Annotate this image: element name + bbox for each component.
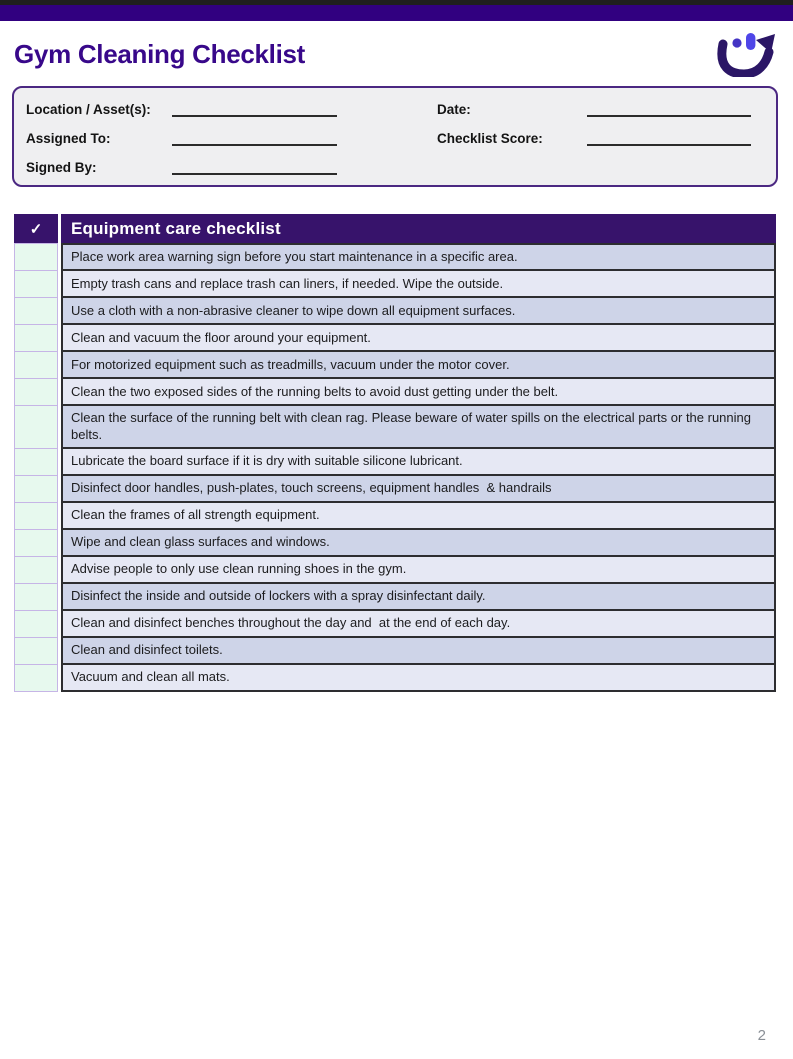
task-text: Clean the two exposed sides of the running belts to avoid dust getting under the belt. xyxy=(71,383,559,399)
task-text: Clean and disinfect benches throughout the day and at the end of each day. xyxy=(71,615,511,631)
table-header-row xyxy=(14,214,776,243)
table-row xyxy=(14,325,776,352)
field-date xyxy=(424,99,766,117)
checkbox-cell[interactable] xyxy=(14,379,58,406)
task-text: Place work area warning sign before you start maintenance in a specific area. xyxy=(71,249,518,264)
checkbox-cell[interactable] xyxy=(14,476,58,503)
checkbox-cell[interactable] xyxy=(14,611,58,638)
checklist-score-input-line[interactable] xyxy=(587,143,751,146)
checkbox-cell[interactable] xyxy=(14,449,58,476)
task-cell xyxy=(61,352,776,379)
task-cell xyxy=(61,584,776,611)
task-cell xyxy=(61,449,776,476)
audit-info-box xyxy=(12,86,778,187)
table-row xyxy=(14,584,776,611)
checkbox-cell[interactable] xyxy=(14,298,58,325)
smile-arrow-logo-icon xyxy=(713,31,777,77)
task-text: Clean and disinfect toilets. xyxy=(71,642,223,658)
page-header xyxy=(0,21,793,86)
task-text: Clean the frames of all strength equipment. xyxy=(71,507,320,523)
signed-by-input-line[interactable] xyxy=(172,172,337,175)
checkbox-cell[interactable] xyxy=(14,243,58,271)
task-cell xyxy=(61,611,776,638)
task-cell xyxy=(61,379,776,406)
checkbox-cell[interactable] xyxy=(14,352,58,379)
task-cell xyxy=(61,665,776,692)
task-text: Disinfect door handles, push-plates, touch screens, equipment handles & handrails xyxy=(71,480,552,496)
table-row xyxy=(14,638,776,665)
table-row xyxy=(14,665,776,692)
table-row xyxy=(14,503,776,530)
task-text: Clean and vacuum the floor around your equipment. xyxy=(71,329,371,345)
checkbox-cell[interactable] xyxy=(14,406,58,449)
assigned-to-label: Assigned To: xyxy=(26,131,111,146)
equipment-care-checklist-table xyxy=(14,214,776,692)
task-cell xyxy=(61,271,776,298)
task-cell xyxy=(61,406,776,449)
page-title: Gym Cleaning Checklist xyxy=(14,38,306,69)
checkbox-cell[interactable] xyxy=(14,557,58,584)
task-cell xyxy=(61,476,776,503)
checkbox-cell[interactable] xyxy=(14,665,58,692)
table-row xyxy=(14,449,776,476)
page-number: 2 xyxy=(757,1027,766,1044)
task-text: For motorized equipment such as treadmills, vacuum under the motor cover. xyxy=(71,356,510,372)
task-text: Advise people to only use clean running shoes in the gym. xyxy=(71,561,407,577)
table-header-title: Equipment care checklist xyxy=(61,214,776,243)
signed-by-label: Signed By: xyxy=(26,160,97,175)
task-cell xyxy=(61,503,776,530)
task-text: Vacuum and clean all mats. xyxy=(71,669,230,685)
location-asset-label: Location / Asset(s): xyxy=(26,102,151,117)
checkbox-cell[interactable] xyxy=(14,530,58,557)
brand-top-bar xyxy=(0,5,793,21)
table-row xyxy=(14,476,776,503)
table-row xyxy=(14,611,776,638)
task-cell xyxy=(61,530,776,557)
assigned-to-input-line[interactable] xyxy=(172,143,337,146)
location-asset-input-line[interactable] xyxy=(172,114,337,117)
task-cell xyxy=(61,243,776,271)
checkbox-cell[interactable] xyxy=(14,584,58,611)
table-row xyxy=(14,557,776,584)
table-row xyxy=(14,530,776,557)
field-assigned-to xyxy=(26,128,424,146)
checkbox-cell[interactable] xyxy=(14,638,58,665)
table-row xyxy=(14,271,776,298)
table-row xyxy=(14,243,776,271)
checkbox-cell[interactable] xyxy=(14,325,58,352)
task-text: Wipe and clean glass surfaces and windows. xyxy=(71,534,330,550)
field-empty xyxy=(424,157,766,175)
task-cell xyxy=(61,298,776,325)
task-cell xyxy=(61,638,776,665)
task-text: Use a cloth with a non-abrasive cleaner to wipe down all equipment surfaces. xyxy=(71,302,516,318)
task-cell xyxy=(61,557,776,584)
table-row xyxy=(14,406,776,449)
checklist-score-label: Checklist Score: xyxy=(437,131,543,146)
field-checklist-score xyxy=(424,128,766,146)
field-signed-by xyxy=(26,157,424,175)
field-location-asset xyxy=(26,99,424,117)
task-text: Disinfect the inside and outside of lockers with a spray disinfectant daily. xyxy=(71,588,486,604)
task-text: Clean the surface of the running belt with clean rag. Please beware of water spills on the electrical parts or the running belts. xyxy=(71,410,755,442)
table-row xyxy=(14,298,776,325)
date-input-line[interactable] xyxy=(587,114,751,117)
task-text: Lubricate the board surface if it is dry with suitable silicone lubricant. xyxy=(71,453,463,469)
task-cell xyxy=(61,325,776,352)
table-row xyxy=(14,352,776,379)
table-row xyxy=(14,379,776,406)
check-column-header: ✓ xyxy=(14,214,58,243)
checkbox-cell[interactable] xyxy=(14,503,58,530)
checkbox-cell[interactable] xyxy=(14,271,58,298)
task-text: Empty trash cans and replace trash can liners, if needed. Wipe the outside. xyxy=(71,275,504,291)
date-label: Date: xyxy=(437,102,471,117)
